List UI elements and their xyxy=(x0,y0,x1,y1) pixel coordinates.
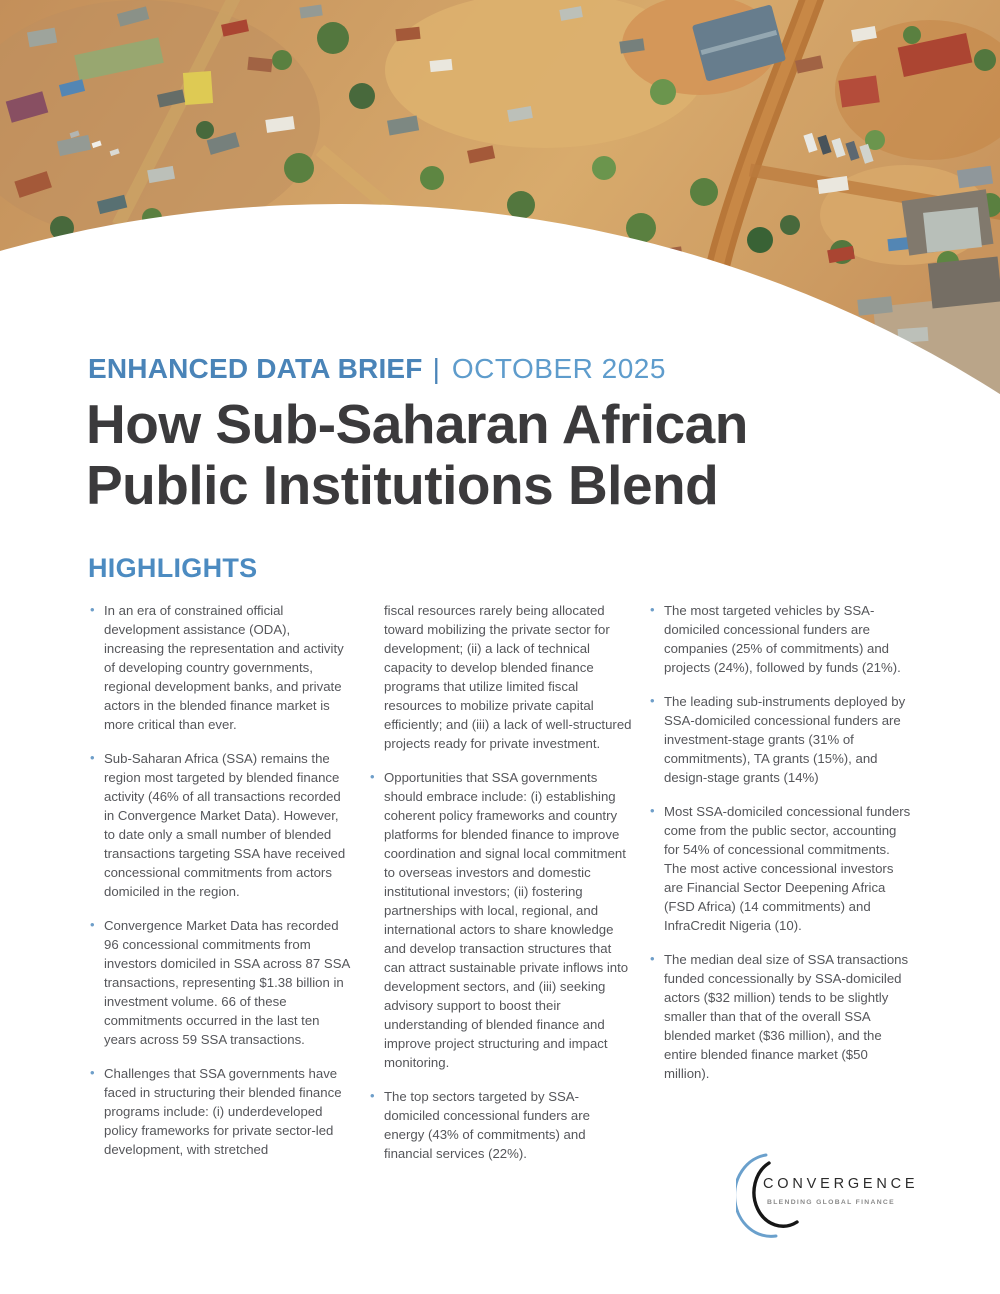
highlight-item xyxy=(368,768,632,1072)
bullet-marker: • xyxy=(90,917,95,932)
convergence-arcs-icon xyxy=(736,1153,810,1239)
highlight-text: The median deal size of SSA transactions funded concessionally by SSA-domiciled actors ($32 million) tends to be slightly smaller than that of the overall SSA blended market ($36 million), and the entire blended finance market ($50 million). xyxy=(664,952,909,1081)
highlight-item xyxy=(648,802,912,935)
kicker-date: OCTOBER 2025 xyxy=(451,353,666,384)
highlights-columns xyxy=(88,601,912,1178)
highlight-text: Convergence Market Data has recorded 96 concessional commitments from investors domiciled in SSA across 87 SSA transactions, representing $1.38 billion in investment volume. 66 of these commitments occurred in the last ten years across 59 SSA transactions. xyxy=(104,918,350,1047)
highlight-item xyxy=(88,601,352,734)
highlight-item xyxy=(368,1087,632,1163)
bullet-marker: • xyxy=(370,769,375,784)
logo-wordmark: CONVERGENCE xyxy=(763,1176,919,1192)
page-title-line2: Public Institutions Blend xyxy=(86,454,719,516)
convergence-logo xyxy=(736,1153,946,1248)
kicker-label: ENHANCED DATA BRIEF xyxy=(88,353,423,384)
bullet-marker: • xyxy=(650,693,655,708)
highlight-item xyxy=(88,1064,352,1159)
highlights-column-3 xyxy=(648,601,912,1178)
highlight-item-continuation xyxy=(368,601,632,753)
highlight-text: The leading sub-instruments deployed by SSA-domiciled concessional funders are investment-stage grants (31% of commitments), TA grants (15%), and design-stage grants (14%) xyxy=(664,694,906,785)
highlight-text: Opportunities that SSA governments should embrace include: (i) establishing coherent policy frameworks and country platforms for blended finance to improve coordination and signal local commitment to overseas investors and domestic institutional investors; (ii) fostering partnerships with local, regional, and international actors to share knowledge and develop transaction structures that can attract sustainable private inflows into development sectors, and (iii) seeking advisory support to boost their understanding of blended finance and improve project structuring and impact monitoring. xyxy=(384,770,629,1070)
highlight-item xyxy=(88,749,352,901)
highlights-column-2 xyxy=(368,601,632,1178)
highlight-text: The top sectors targeted by SSA-domiciled concessional funders are energy (43% of commitments) and financial services (22%). xyxy=(384,1089,590,1161)
highlights-column-1 xyxy=(88,601,352,1178)
logo-tagline: BLENDING GLOBAL FINANCE xyxy=(767,1199,895,1206)
kicker-separator: | xyxy=(432,353,440,384)
page-title xyxy=(86,394,748,516)
bullet-marker: • xyxy=(90,1065,95,1080)
highlight-item xyxy=(648,692,912,787)
bullet-marker: • xyxy=(90,750,95,765)
highlight-text: Sub-Saharan Africa (SSA) remains the region most targeted by blended finance activity (46% of all transactions recorded in Convergence Market Data). However, to date only a small number of blended transactions targeting SSA have received concessional commitments from actors domiciled in the region. xyxy=(104,751,346,899)
highlight-item xyxy=(648,601,912,677)
bullet-marker: • xyxy=(650,803,655,818)
kicker-line xyxy=(88,352,666,386)
highlight-text: Challenges that SSA governments have faced in structuring their blended finance programs include: (i) underdeveloped policy frameworks for private sector-led development, with stretched xyxy=(104,1066,342,1157)
page-title-line1: How Sub-Saharan African xyxy=(86,393,748,455)
highlights-heading: HIGHLIGHTS xyxy=(88,553,258,583)
bullet-marker: • xyxy=(650,602,655,617)
bullet-marker: • xyxy=(650,951,655,966)
highlight-item xyxy=(88,916,352,1049)
highlight-text: fiscal resources rarely being allocated toward mobilizing the private sector for development; (ii) a lack of technical capacity to develop blended finance programs that utilize limited fiscal resources to mobilize private capital efficiently; and (iii) a lack of well-structured projects ready for private investment. xyxy=(384,603,632,751)
highlight-text: Most SSA-domiciled concessional funders come from the public sector, accounting for 54% of concessional commitments. The most active concessional investors are Financial Sector Deepening Africa (FSD Africa) (14 commitments) and InfraCredit Nigeria (10). xyxy=(664,804,911,933)
highlight-item xyxy=(648,950,912,1083)
bullet-marker: • xyxy=(90,602,95,617)
highlight-text: The most targeted vehicles by SSA-domiciled concessional funders are companies (25% of commitments) and projects (24%), followed by funds (21%). xyxy=(664,603,901,675)
highlight-text: In an era of constrained official development assistance (ODA), increasing the representation and activity of developing country governments, regional development banks, and private actors in the blended finance market is more critical than ever. xyxy=(104,603,344,732)
bullet-marker: • xyxy=(370,1088,375,1103)
